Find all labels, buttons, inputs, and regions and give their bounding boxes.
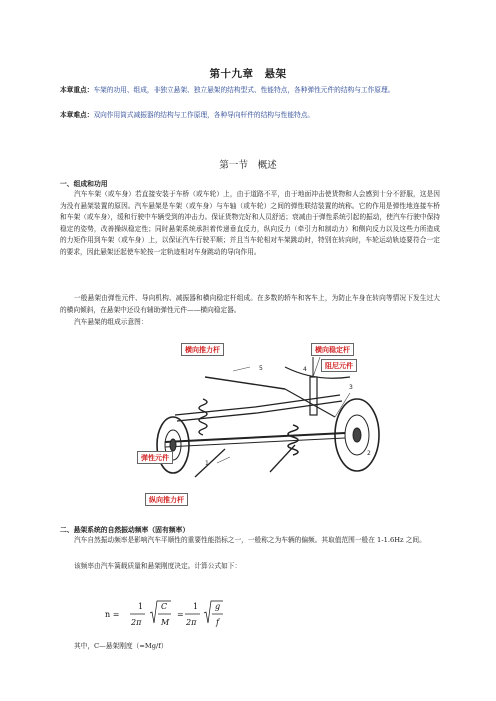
formula-one-b: 1 <box>193 602 199 611</box>
callout-longitudinal-rod: 纵向推力杆 <box>145 493 188 506</box>
callout-stabilizer: 横向稳定杆 <box>311 343 354 356</box>
paragraph-formula-intro: 该频率由汽车簧载质量和悬架刚度决定。计算公式如下： <box>74 562 242 570</box>
formula-c: C <box>161 602 168 611</box>
key-points-label: 本章重点： <box>60 86 94 94</box>
section-title: 第一节 概述 <box>219 160 277 171</box>
figure-number-4: 4 <box>303 366 307 373</box>
figure-number-3: 3 <box>349 384 353 391</box>
paragraph-components: 一般悬架由弹性元件、导向机构、减振器和横向稳定杆组成。在多数的轿车和客车上，为防止车身在转向等情况下发生过大的横向倾斜，在悬架中还设有辅助弹性元件——横向稳定器。 <box>60 294 440 314</box>
callout-damper: 阻尼元件 <box>321 359 357 372</box>
formula-two-pi-b: 2π <box>186 618 197 627</box>
paragraph-function: 汽车车架（或车身）若直接安装于车桥（或车轮）上，由于道路不平，由于地面冲击使货物和人会感到十分不舒服，这是因为没有悬架装置的原因。汽车悬架是车架（或车身）与车轴（或车轮）之间的弹性联结装置的统称。它的作用是弹性地连接车桥和车架（或车身），缓和行驶中车辆受到的冲击力。保证货物完好和人员舒适；衰减由于弹性系统引起的振动，使汽车行驶中保持稳定的姿势，改善操纵稳定性；同时悬架系统承担着传递垂直反力，纵向反力（牵引力和制动力）和侧向反力以及这些力所造成的力矩作用到车架（或车身）上，以保证汽车行驶平顺；并且当车轮相对车架跳动时，特别在转向时，车轮运动轨迹要符合一定的要求，因此悬架还起使车轮按一定轨迹相对车身跳动的导向作用。 <box>60 190 440 256</box>
subheading-composition: 一、组成和功用 <box>60 180 108 188</box>
formula-f: f <box>216 618 219 627</box>
paragraph-figure-intro: 汽车悬架的组成示意图： <box>74 318 148 326</box>
formula-drawing <box>105 597 245 631</box>
key-points-text: 车架的功用、组成，非独立悬架、独立悬架的结构型式、性能特点，各种弹性元件的结构与工作原理。 <box>93 86 395 94</box>
figure-number-2: 2 <box>367 450 371 457</box>
suspension-diagram <box>135 337 395 509</box>
subheading-natural-frequency: 二、悬架系统的自然振动频率（固有频率） <box>60 526 190 534</box>
formula-n: n = <box>105 610 120 619</box>
paragraph-stiffness: 其中，C—悬架刚度（=Mg/f） <box>74 642 168 650</box>
formula-one-a: 1 <box>138 602 144 611</box>
formula-m: M <box>161 618 170 627</box>
callout-elastic: 弹性元件 <box>137 451 173 464</box>
difficult-points <box>60 110 440 122</box>
figure-number-5: 5 <box>259 365 263 372</box>
callout-lateral-rod: 横向推力杆 <box>181 343 224 356</box>
figure-number-1: 1 <box>205 460 209 467</box>
difficult-points-text: 双向作用筒式减振器的结构与工作原理，各种导向杆件的结构与性能特点。 <box>93 111 315 119</box>
formula-equals: = <box>177 610 184 619</box>
chapter-title: 第十九章 悬架 <box>209 68 287 80</box>
formula-g: g <box>215 602 221 611</box>
key-points <box>60 85 440 97</box>
difficult-points-label: 本章难点： <box>60 111 94 119</box>
frequency-formula <box>105 597 245 631</box>
paragraph-frequency: 汽车自然振动频率是影响汽车平顺性的重要性能指标之一，一般称之为车辆的偏频。其取值范围一般在 1-1.6Hz 之间。 <box>74 536 426 544</box>
formula-two-pi-a: 2π <box>131 618 142 627</box>
